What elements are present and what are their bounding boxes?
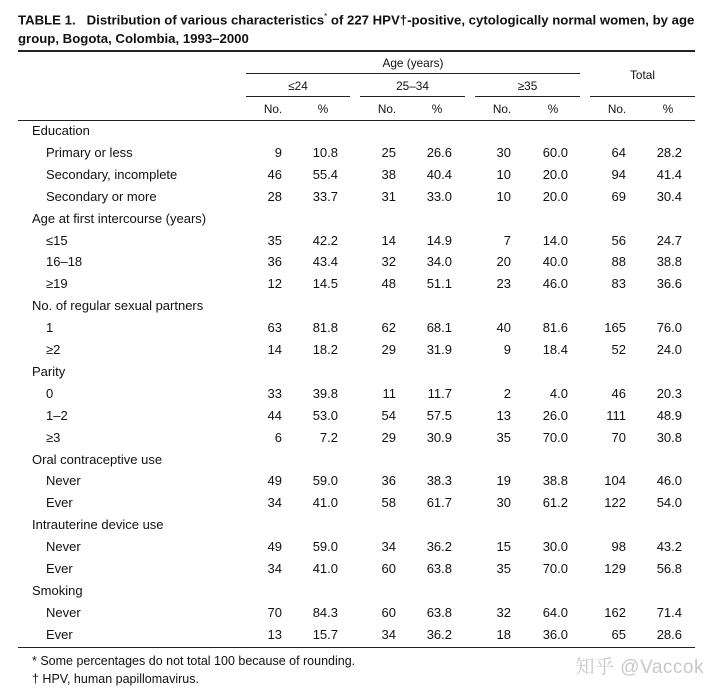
- count-cell: 20: [496, 254, 511, 270]
- table-row: [0, 537, 720, 559]
- count-cell: 104: [604, 473, 626, 489]
- percent-cell: 18.2: [312, 342, 338, 357]
- percent-cell: 63.8: [426, 561, 452, 576]
- percent-cell: 36.2: [426, 626, 452, 642]
- count-cell: 111: [606, 407, 626, 423]
- row-label: 16–18: [46, 254, 83, 270]
- percent-cell: 51.1: [426, 276, 452, 292]
- row-label: ≤15: [46, 232, 68, 248]
- percent-cell: 84.3: [312, 604, 338, 620]
- table-row: [0, 165, 720, 187]
- percent-cell: 15.7: [312, 626, 338, 642]
- section-row: [0, 296, 720, 318]
- percent-cell: 20.0: [542, 188, 568, 204]
- count-cell: 44: [267, 407, 282, 423]
- table-row: [0, 252, 720, 274]
- table-row: [0, 340, 720, 362]
- table-row: [0, 187, 720, 209]
- count-cell: 2: [503, 385, 511, 401]
- percent-cell: 26.0: [542, 407, 568, 423]
- age-group-header-3: ≥35: [517, 79, 538, 93]
- count-cell: 40: [496, 320, 511, 336]
- watermark: 知乎 @Vaccok: [575, 657, 704, 678]
- count-cell: 165: [604, 320, 626, 336]
- count-cell: 63: [267, 320, 282, 336]
- count-cell: 83: [611, 276, 626, 292]
- percent-cell: 38.8: [656, 254, 682, 270]
- no-header: No.: [377, 102, 397, 116]
- count-cell: 11: [382, 385, 396, 401]
- row-label: ≥3: [46, 429, 61, 445]
- percent-cell: 70.0: [542, 561, 568, 576]
- percent-cell: 71.4: [656, 604, 682, 620]
- section-label: Smoking: [32, 582, 83, 598]
- row-label: 0: [46, 385, 54, 401]
- section-row: [0, 581, 720, 603]
- count-cell: 34: [267, 495, 282, 511]
- total-rule: [590, 96, 695, 97]
- count-cell: 6: [274, 429, 282, 445]
- percent-cell: 41.0: [312, 561, 338, 576]
- percent-cell: 59.0: [312, 539, 338, 555]
- row-label: 1–2: [46, 407, 68, 423]
- percent-cell: 26.6: [426, 144, 452, 160]
- section-row: [0, 209, 720, 231]
- percent-cell: 14.0: [542, 232, 568, 248]
- count-cell: 29: [381, 342, 396, 357]
- count-cell: 49: [267, 473, 282, 489]
- count-cell: 98: [611, 539, 626, 555]
- bottom-rule: [18, 647, 695, 648]
- count-cell: 30: [496, 495, 511, 511]
- percent-cell: 14.5: [312, 276, 338, 292]
- section-row: [0, 450, 720, 472]
- percent-cell: 54.0: [656, 495, 682, 511]
- percent-cell: 33.0: [426, 188, 452, 204]
- row-label: Ever: [46, 561, 73, 576]
- percent-cell: 60.0: [542, 144, 568, 160]
- percent-cell: 40.0: [542, 254, 568, 270]
- percent-cell: 31.9: [426, 342, 452, 357]
- pct-header: %: [431, 102, 443, 116]
- count-cell: 94: [611, 166, 626, 182]
- table-row: [0, 406, 720, 428]
- title-text: Distribution of various characteristics: [86, 12, 325, 28]
- count-cell: 7: [503, 232, 511, 248]
- percent-cell: 56.8: [656, 561, 682, 576]
- percent-cell: 61.2: [542, 495, 568, 511]
- count-cell: 60: [381, 604, 396, 620]
- count-cell: 36: [381, 473, 396, 489]
- count-cell: 122: [604, 495, 626, 511]
- percent-cell: 4.0: [549, 385, 568, 401]
- count-cell: 12: [267, 276, 282, 292]
- percent-cell: 38.8: [542, 473, 568, 489]
- count-cell: 54: [381, 407, 396, 423]
- count-cell: 49: [267, 539, 282, 555]
- count-cell: 31: [381, 188, 396, 204]
- percent-cell: 39.8: [312, 385, 338, 401]
- count-cell: 65: [611, 626, 626, 642]
- total-header: Total: [630, 68, 655, 82]
- percent-cell: 30.9: [426, 429, 452, 445]
- section-label: Education: [32, 123, 90, 138]
- count-cell: 60: [381, 561, 396, 576]
- footnote-hpv: † HPV, human papillomavirus.: [32, 672, 199, 686]
- row-label: Ever: [46, 495, 73, 511]
- count-cell: 88: [611, 254, 626, 270]
- percent-cell: 18.4: [542, 342, 568, 357]
- count-cell: 52: [611, 342, 626, 357]
- count-cell: 10: [496, 166, 511, 182]
- count-cell: 35: [267, 232, 282, 248]
- percent-cell: 63.8: [426, 604, 452, 620]
- percent-cell: 24.0: [656, 342, 682, 357]
- age-group-rule: [246, 73, 580, 74]
- percent-cell: 41.4: [656, 166, 682, 182]
- percent-cell: 30.8: [656, 429, 682, 445]
- section-label: Parity: [32, 363, 66, 379]
- percent-cell: 20.0: [542, 166, 568, 182]
- count-cell: 9: [274, 144, 282, 160]
- group-rule-1: [246, 96, 350, 97]
- percent-cell: 36.6: [656, 276, 682, 292]
- count-cell: 62: [381, 320, 396, 336]
- section-row: [0, 515, 720, 537]
- percent-cell: 81.6: [542, 320, 568, 336]
- row-label: Secondary or more: [46, 188, 157, 204]
- count-cell: 46: [267, 166, 282, 182]
- percent-cell: 28.2: [656, 144, 682, 160]
- title-footnote-mark: *: [324, 12, 328, 21]
- count-cell: 23: [496, 276, 511, 292]
- percent-cell: 55.4: [312, 166, 338, 182]
- pct-header: %: [547, 102, 559, 116]
- percent-cell: 43.2: [656, 539, 682, 555]
- table-row: [0, 274, 720, 296]
- percent-cell: 7.2: [319, 429, 338, 445]
- count-cell: 28: [267, 188, 282, 204]
- count-cell: 34: [381, 539, 396, 555]
- count-cell: 58: [381, 495, 396, 511]
- count-cell: 35: [496, 429, 511, 445]
- section-row: [0, 362, 720, 384]
- age-header: Age (years): [382, 56, 444, 70]
- title-text-rest: of 227 HPV†-positive, cytologically normal women, by age group, Bogota, Colombia, 1993–2000: [18, 12, 695, 47]
- percent-cell: 42.2: [312, 232, 338, 248]
- age-group-header-2: 25–34: [396, 79, 429, 93]
- percent-cell: 24.7: [656, 232, 682, 248]
- group-rule-3: [475, 96, 580, 97]
- count-cell: 14: [381, 232, 396, 248]
- percent-cell: 41.0: [312, 495, 338, 511]
- row-label: 1: [46, 320, 54, 336]
- row-label: Primary or less: [46, 144, 133, 160]
- percent-cell: 70.0: [542, 429, 568, 445]
- count-cell: 30: [496, 144, 511, 160]
- row-label: Secondary, incomplete: [46, 166, 178, 182]
- percent-cell: 59.0: [312, 473, 338, 489]
- count-cell: 162: [604, 604, 626, 620]
- count-cell: 29: [381, 429, 396, 445]
- percent-cell: 11.7: [427, 385, 452, 401]
- percent-cell: 68.1: [426, 320, 452, 336]
- count-cell: 32: [381, 254, 396, 270]
- count-cell: 13: [496, 407, 511, 423]
- percent-cell: 57.5: [426, 407, 452, 423]
- no-header: No.: [607, 102, 627, 116]
- count-cell: 64: [611, 144, 626, 160]
- count-cell: 25: [381, 144, 396, 160]
- pct-header: %: [662, 102, 674, 116]
- section-label: Intrauterine device use: [32, 517, 164, 533]
- section-label: Age at first intercourse (years): [32, 210, 207, 226]
- percent-cell: 10.8: [312, 144, 338, 160]
- table-label: TABLE 1.: [18, 12, 76, 28]
- table-row: [0, 625, 720, 647]
- table-row: [0, 143, 720, 165]
- percent-cell: 48.9: [656, 407, 682, 423]
- footnote-rounding: * Some percentages do not total 100 because of rounding.: [32, 654, 356, 668]
- group-rule-2: [360, 96, 465, 97]
- percent-cell: 64.0: [542, 604, 568, 620]
- count-cell: 38: [381, 166, 396, 182]
- percent-cell: 76.0: [656, 320, 682, 336]
- count-cell: 19: [496, 473, 511, 489]
- percent-cell: 36.2: [426, 539, 452, 555]
- table-row: [0, 559, 720, 581]
- percent-cell: 43.4: [312, 254, 338, 270]
- table-row: [0, 318, 720, 340]
- count-cell: 46: [611, 385, 626, 401]
- table-row: [0, 428, 720, 450]
- percent-cell: 36.0: [542, 626, 568, 642]
- count-cell: 129: [604, 561, 626, 576]
- percent-cell: 53.0: [312, 407, 338, 423]
- count-cell: 34: [267, 561, 282, 576]
- count-cell: 15: [496, 539, 511, 555]
- count-cell: 13: [267, 626, 282, 642]
- percent-cell: 30.4: [656, 188, 682, 204]
- percent-cell: 46.0: [542, 276, 568, 292]
- count-cell: 9: [503, 342, 511, 357]
- percent-cell: 20.3: [656, 385, 682, 401]
- percent-cell: 14.9: [426, 232, 452, 248]
- table-row: [0, 493, 720, 515]
- row-label: ≥2: [46, 342, 61, 357]
- count-cell: 70: [267, 604, 282, 620]
- table-row: [0, 384, 720, 406]
- count-cell: 36: [267, 254, 282, 270]
- percent-cell: 61.7: [426, 495, 452, 511]
- top-rule: [18, 50, 695, 52]
- count-cell: 18: [496, 626, 511, 642]
- count-cell: 48: [381, 276, 396, 292]
- age-group-header-1: ≤24: [288, 79, 308, 93]
- row-label: ≥19: [46, 276, 68, 292]
- no-header: No.: [492, 102, 512, 116]
- percent-cell: 81.8: [312, 320, 338, 336]
- percent-cell: 28.6: [656, 626, 682, 642]
- percent-cell: 38.3: [426, 473, 452, 489]
- section-label: No. of regular sexual partners: [32, 298, 204, 314]
- count-cell: 14: [267, 342, 282, 357]
- count-cell: 70: [611, 429, 626, 445]
- row-label: Ever: [46, 626, 73, 642]
- table-row: [0, 471, 720, 493]
- count-cell: 33: [267, 385, 282, 401]
- section-row: [0, 121, 720, 143]
- count-cell: 32: [496, 604, 511, 620]
- pct-header: %: [317, 102, 329, 116]
- count-cell: 69: [611, 188, 626, 204]
- percent-cell: 40.4: [426, 166, 452, 182]
- count-cell: 35: [496, 561, 511, 576]
- section-label: Oral contraceptive use: [32, 451, 163, 467]
- count-cell: 10: [496, 188, 511, 204]
- percent-cell: 33.7: [312, 188, 338, 204]
- percent-cell: 30.0: [542, 539, 568, 555]
- percent-cell: 46.0: [656, 473, 682, 489]
- no-header: No.: [263, 102, 283, 116]
- table-row: [0, 603, 720, 625]
- table-row: [0, 231, 720, 253]
- row-label: Never: [46, 539, 81, 555]
- count-cell: 56: [611, 232, 626, 248]
- row-label: Never: [46, 473, 81, 489]
- row-label: Never: [46, 604, 81, 620]
- count-cell: 34: [381, 626, 396, 642]
- table-title: [18, 7, 708, 48]
- percent-cell: 34.0: [426, 254, 452, 270]
